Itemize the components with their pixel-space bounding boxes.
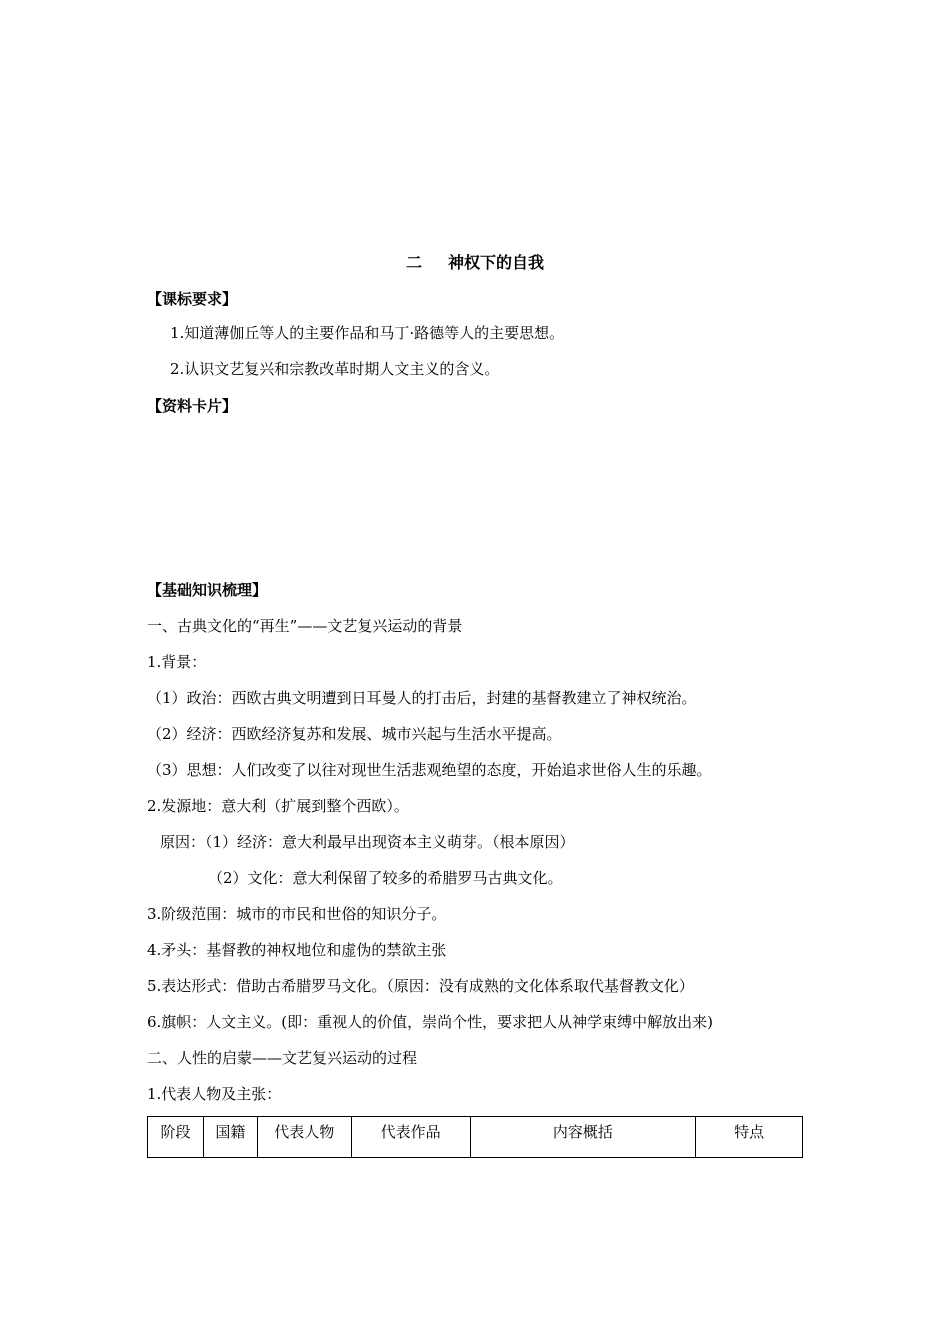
origin-reason-culture: （2）文化：意大利保留了较多的希腊罗马古典文化。 [208,869,563,887]
target: 4.矛头：基督教的神权地位和虚伪的禁欲主张 [147,941,447,959]
table-header-cell: 阶段 [148,1117,204,1158]
representatives-label: 1.代表人物及主张： [147,1085,282,1103]
heading-jichu: 【基础知识梳理】 [147,581,268,599]
page-title [0,252,950,274]
banner: 6.旗帜：人文主义。(即：重视人的价值，崇尚个性，要求把人从神学束缚中解放出来) [147,1013,714,1031]
class-scope: 3.阶级范围：城市的市民和世俗的知识分子。 [147,905,447,923]
title-text: 神权下的自我 [448,253,545,272]
background-politics: （1）政治：西欧古典文明遭到日耳曼人的打击后，封建的基督教建立了神权统治。 [147,689,697,707]
expression-form: 5.表达形式：借助古希腊罗马文化。（原因：没有成熟的文化体系取代基督教文化） [147,977,694,995]
table-header-cell: 代表人物 [257,1117,351,1158]
table-header-cell: 特点 [696,1117,803,1158]
kebiao-item-1: 1.知道薄伽丘等人的主要作品和马丁·路德等人的主要思想。 [170,324,565,342]
table-header-cell: 代表作品 [351,1117,470,1158]
background-label: 1.背景： [147,653,207,671]
origin-place: 2.发源地：意大利（扩展到整个西欧）。 [147,797,409,815]
heading-ziliao: 【资料卡片】 [147,397,238,415]
table-header-cell: 国籍 [203,1117,257,1158]
section-two-title: 二、人性的启蒙——文艺复兴运动的过程 [147,1049,418,1067]
background-thought: （3）思想：人们改变了以往对现世生活悲观绝望的态度，开始追求世俗人生的乐趣。 [147,761,712,779]
section-one-title: 一、古典文化的“再生”——文艺复兴运动的背景 [147,617,463,635]
origin-reason-economy: 原因：（1）经济：意大利最早出现资本主义萌芽。（根本原因） [160,833,575,851]
background-economy: （2）经济：西欧经济复苏和发展、城市兴起与生活水平提高。 [147,725,562,743]
table-header-row [148,1117,803,1158]
title-number: 二 [405,253,422,272]
kebiao-item-2: 2.认识文艺复兴和宗教改革时期人文主义的含义。 [170,360,500,378]
heading-kebiao: 【课标要求】 [147,290,238,308]
representatives-table [147,1116,803,1158]
table-header-cell: 内容概括 [470,1117,696,1158]
